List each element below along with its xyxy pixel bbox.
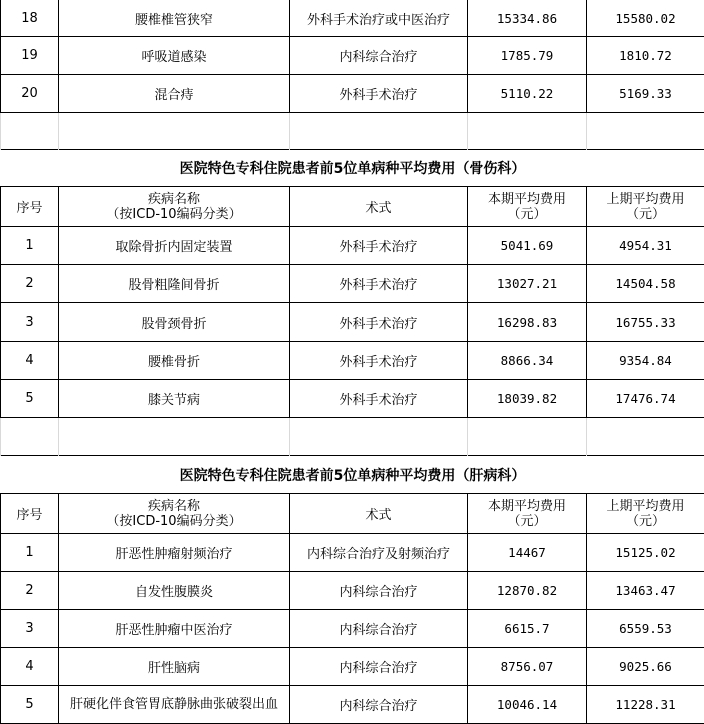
header-disease: 疾病名称 （按ICD-10编码分类） xyxy=(59,187,290,227)
current-fee-cell: 18039.82 xyxy=(468,380,587,418)
table-row xyxy=(1,265,704,303)
disease-cell: 膝关节病 xyxy=(59,380,290,418)
header-method: 术式 xyxy=(290,494,468,534)
table-row xyxy=(1,227,704,265)
seq-cell: 4 xyxy=(1,648,59,686)
disease-cell: 股骨颈骨折 xyxy=(59,303,290,342)
header-previous-fee: 上期平均费用 （元） xyxy=(587,494,704,534)
current-fee-cell: 8866.34 xyxy=(468,342,587,380)
disease-cell: 腰椎椎管狭窄 xyxy=(59,0,290,37)
current-fee-cell: 1785.79 xyxy=(468,37,587,75)
previous-fee-cell: 15580.02 xyxy=(587,0,704,37)
seq-cell: 3 xyxy=(1,610,59,648)
current-fee-cell: 6615.7 xyxy=(468,610,587,648)
seq-cell: 5 xyxy=(1,686,59,724)
disease-cell: 自发性腹膜炎 xyxy=(59,572,290,610)
previous-fee-cell: 6559.53 xyxy=(587,610,704,648)
previous-fee-cell: 5169.33 xyxy=(587,75,704,113)
current-fee-cell: 12870.82 xyxy=(468,572,587,610)
table-row xyxy=(1,303,704,342)
method-cell: 外科手术治疗或中医治疗 xyxy=(290,0,468,37)
method-cell: 外科手术治疗 xyxy=(290,303,468,342)
section-title-row xyxy=(1,456,704,494)
previous-fee-cell: 17476.74 xyxy=(587,380,704,418)
method-cell: 内科综合治疗 xyxy=(290,686,468,724)
header-current-fee: 本期平均费用 （元） xyxy=(468,187,587,227)
current-fee-cell: 5041.69 xyxy=(468,227,587,265)
disease-cell: 腰椎骨折 xyxy=(59,342,290,380)
method-cell: 内科综合治疗 xyxy=(290,572,468,610)
table-row xyxy=(1,610,704,648)
current-fee-cell: 14467 xyxy=(468,534,587,572)
header-previous-fee: 上期平均费用 （元） xyxy=(587,187,704,227)
section-title-liver: 医院特色专科住院患者前5位单病种平均费用（肝病科） xyxy=(1,456,704,494)
disease-cell: 呼吸道感染 xyxy=(59,37,290,75)
previous-fee-cell: 9025.66 xyxy=(587,648,704,686)
seq-cell: 18 xyxy=(1,0,59,37)
disease-cell: 肝性脑病 xyxy=(59,648,290,686)
method-cell: 内科综合治疗 xyxy=(290,610,468,648)
current-fee-cell: 8756.07 xyxy=(468,648,587,686)
method-cell: 外科手术治疗 xyxy=(290,342,468,380)
current-fee-cell: 10046.14 xyxy=(468,686,587,724)
method-cell: 内科综合治疗及射频治疗 xyxy=(290,534,468,572)
current-fee-cell: 5110.22 xyxy=(468,75,587,113)
section-title-ortho: 医院特色专科住院患者前5位单病种平均费用（骨伤科） xyxy=(1,150,704,187)
table-row xyxy=(1,534,704,572)
seq-cell: 4 xyxy=(1,342,59,380)
header-row xyxy=(1,187,704,227)
section-title-row xyxy=(1,150,704,187)
previous-fee-cell: 16755.33 xyxy=(587,303,704,342)
seq-cell: 2 xyxy=(1,572,59,610)
seq-cell: 1 xyxy=(1,534,59,572)
disease-cell: 混合痔 xyxy=(59,75,290,113)
previous-fee-cell: 15125.02 xyxy=(587,534,704,572)
previous-fee-cell: 11228.31 xyxy=(587,686,704,724)
previous-fee-cell: 4954.31 xyxy=(587,227,704,265)
previous-fee-cell: 9354.84 xyxy=(587,342,704,380)
method-cell: 外科手术治疗 xyxy=(290,265,468,303)
method-cell: 外科手术治疗 xyxy=(290,75,468,113)
current-fee-cell: 13027.21 xyxy=(468,265,587,303)
method-cell: 内科综合治疗 xyxy=(290,648,468,686)
disease-cell: 股骨粗隆间骨折 xyxy=(59,265,290,303)
header-method: 术式 xyxy=(290,187,468,227)
header-seq: 序号 xyxy=(1,187,59,227)
table-row xyxy=(1,37,704,75)
spacer-row xyxy=(1,113,704,150)
header-seq: 序号 xyxy=(1,494,59,534)
method-cell: 外科手术治疗 xyxy=(290,380,468,418)
table-row xyxy=(1,0,704,37)
disease-cell: 取除骨折内固定装置 xyxy=(59,227,290,265)
seq-cell: 19 xyxy=(1,37,59,75)
seq-cell: 1 xyxy=(1,227,59,265)
disease-cell: 肝硬化伴食管胃底静脉曲张破裂出血 xyxy=(59,686,290,724)
header-current-fee: 本期平均费用 （元） xyxy=(468,494,587,534)
table-row xyxy=(1,648,704,686)
table-row xyxy=(1,75,704,113)
seq-cell: 5 xyxy=(1,380,59,418)
disease-cell: 肝恶性肿瘤射频治疗 xyxy=(59,534,290,572)
seq-cell: 2 xyxy=(1,265,59,303)
table-row xyxy=(1,342,704,380)
current-fee-cell: 16298.83 xyxy=(468,303,587,342)
disease-cell: 肝恶性肿瘤中医治疗 xyxy=(59,610,290,648)
method-cell: 外科手术治疗 xyxy=(290,227,468,265)
seq-cell: 3 xyxy=(1,303,59,342)
previous-fee-cell: 14504.58 xyxy=(587,265,704,303)
table-row xyxy=(1,380,704,418)
previous-fee-cell: 1810.72 xyxy=(587,37,704,75)
seq-cell: 20 xyxy=(1,75,59,113)
table-row xyxy=(1,686,704,724)
method-cell: 内科综合治疗 xyxy=(290,37,468,75)
current-fee-cell: 15334.86 xyxy=(468,0,587,37)
header-row xyxy=(1,494,704,534)
spacer-row xyxy=(1,418,704,456)
header-disease: 疾病名称 （按ICD-10编码分类） xyxy=(59,494,290,534)
previous-fee-cell: 13463.47 xyxy=(587,572,704,610)
table-row xyxy=(1,572,704,610)
